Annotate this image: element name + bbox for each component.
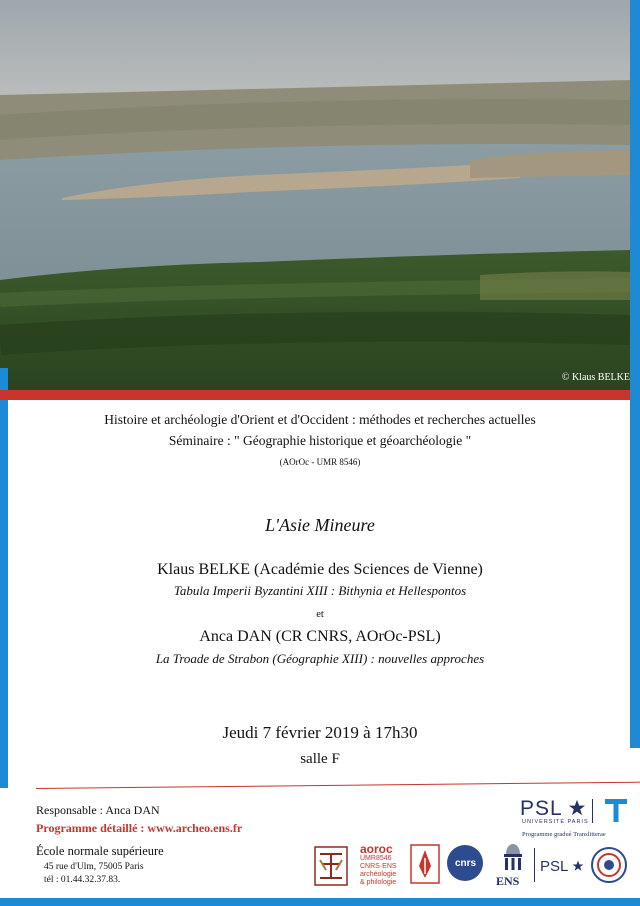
footer-divider	[36, 782, 640, 789]
translitterae-seal-icon	[314, 846, 348, 886]
speaker-2-name: Anca DAN (CR CNRS, AOrOc-PSL)	[199, 628, 441, 645]
footer-contact	[36, 803, 242, 885]
partner-logos	[314, 840, 634, 890]
seminar-series-title: Histoire et archéologie d'Orient et d'Occident : méthodes et recherches actuelles	[104, 412, 536, 427]
translitterae-caption: Programme gradué Translitterae	[522, 831, 606, 838]
responsible-person: Responsable : Anca DAN	[36, 803, 160, 817]
speaker-1-talk: Tabula Imperii Byzantini XIII : Bithynia et Hellespontos	[173, 583, 467, 598]
event-title: L'Asie Mineure	[265, 515, 375, 535]
landscape-photo	[0, 0, 630, 390]
star-icon	[572, 860, 584, 872]
speaker-1-name: Klaus BELKE (Académie des Sciences de Vienne)	[157, 561, 483, 578]
university-seal-icon	[590, 846, 628, 884]
red-divider-band	[0, 390, 630, 400]
psl-university-label: UNIVERSITÉ PARIS	[522, 819, 589, 825]
ens-building-icon	[500, 842, 526, 874]
psl-small-logo-text: PSL	[540, 858, 569, 875]
psl-logo-text: PSL	[520, 797, 563, 820]
star-icon	[568, 799, 586, 817]
aoroc-logo-subtitle: UMR8546 CNRS·ENS archéologie & philologie	[360, 855, 397, 886]
logo-separator	[534, 848, 535, 882]
cnrs-logo-text: cnrs	[455, 858, 477, 869]
lab-reference: (AOrOc - UMR 8546)	[279, 457, 361, 467]
event-date: Jeudi 7 février 2019 à 17h30	[222, 723, 418, 742]
institution-phone: tél : 01.44.32.37.83.	[44, 875, 121, 885]
photo-credit: © Klaus BELKE	[561, 372, 630, 383]
ens-logo-text: ENS	[496, 874, 520, 888]
seminar-name: Séminaire : " Géographie historique et géoarchéologie "	[168, 433, 472, 448]
institution-name: École normale supérieure	[36, 844, 164, 858]
translitterae-t-icon	[604, 797, 628, 823]
institution-address: 45 rue d'Ulm, 75005 Paris	[44, 862, 144, 872]
programme-link[interactable]: Programme détaillé : www.archeo.ens.fr	[36, 821, 243, 835]
event-room: salle F	[300, 751, 340, 767]
logo-separator	[592, 799, 593, 823]
speaker-conjunction: et	[316, 609, 324, 620]
speaker-2-talk: La Troade de Strabon (Géographie XIII) : nouvelles approches	[155, 651, 485, 666]
pen-nib-icon	[410, 844, 440, 884]
aoroc-logo-text: aoroc	[360, 842, 393, 856]
bottom-accent-bar	[0, 898, 640, 906]
